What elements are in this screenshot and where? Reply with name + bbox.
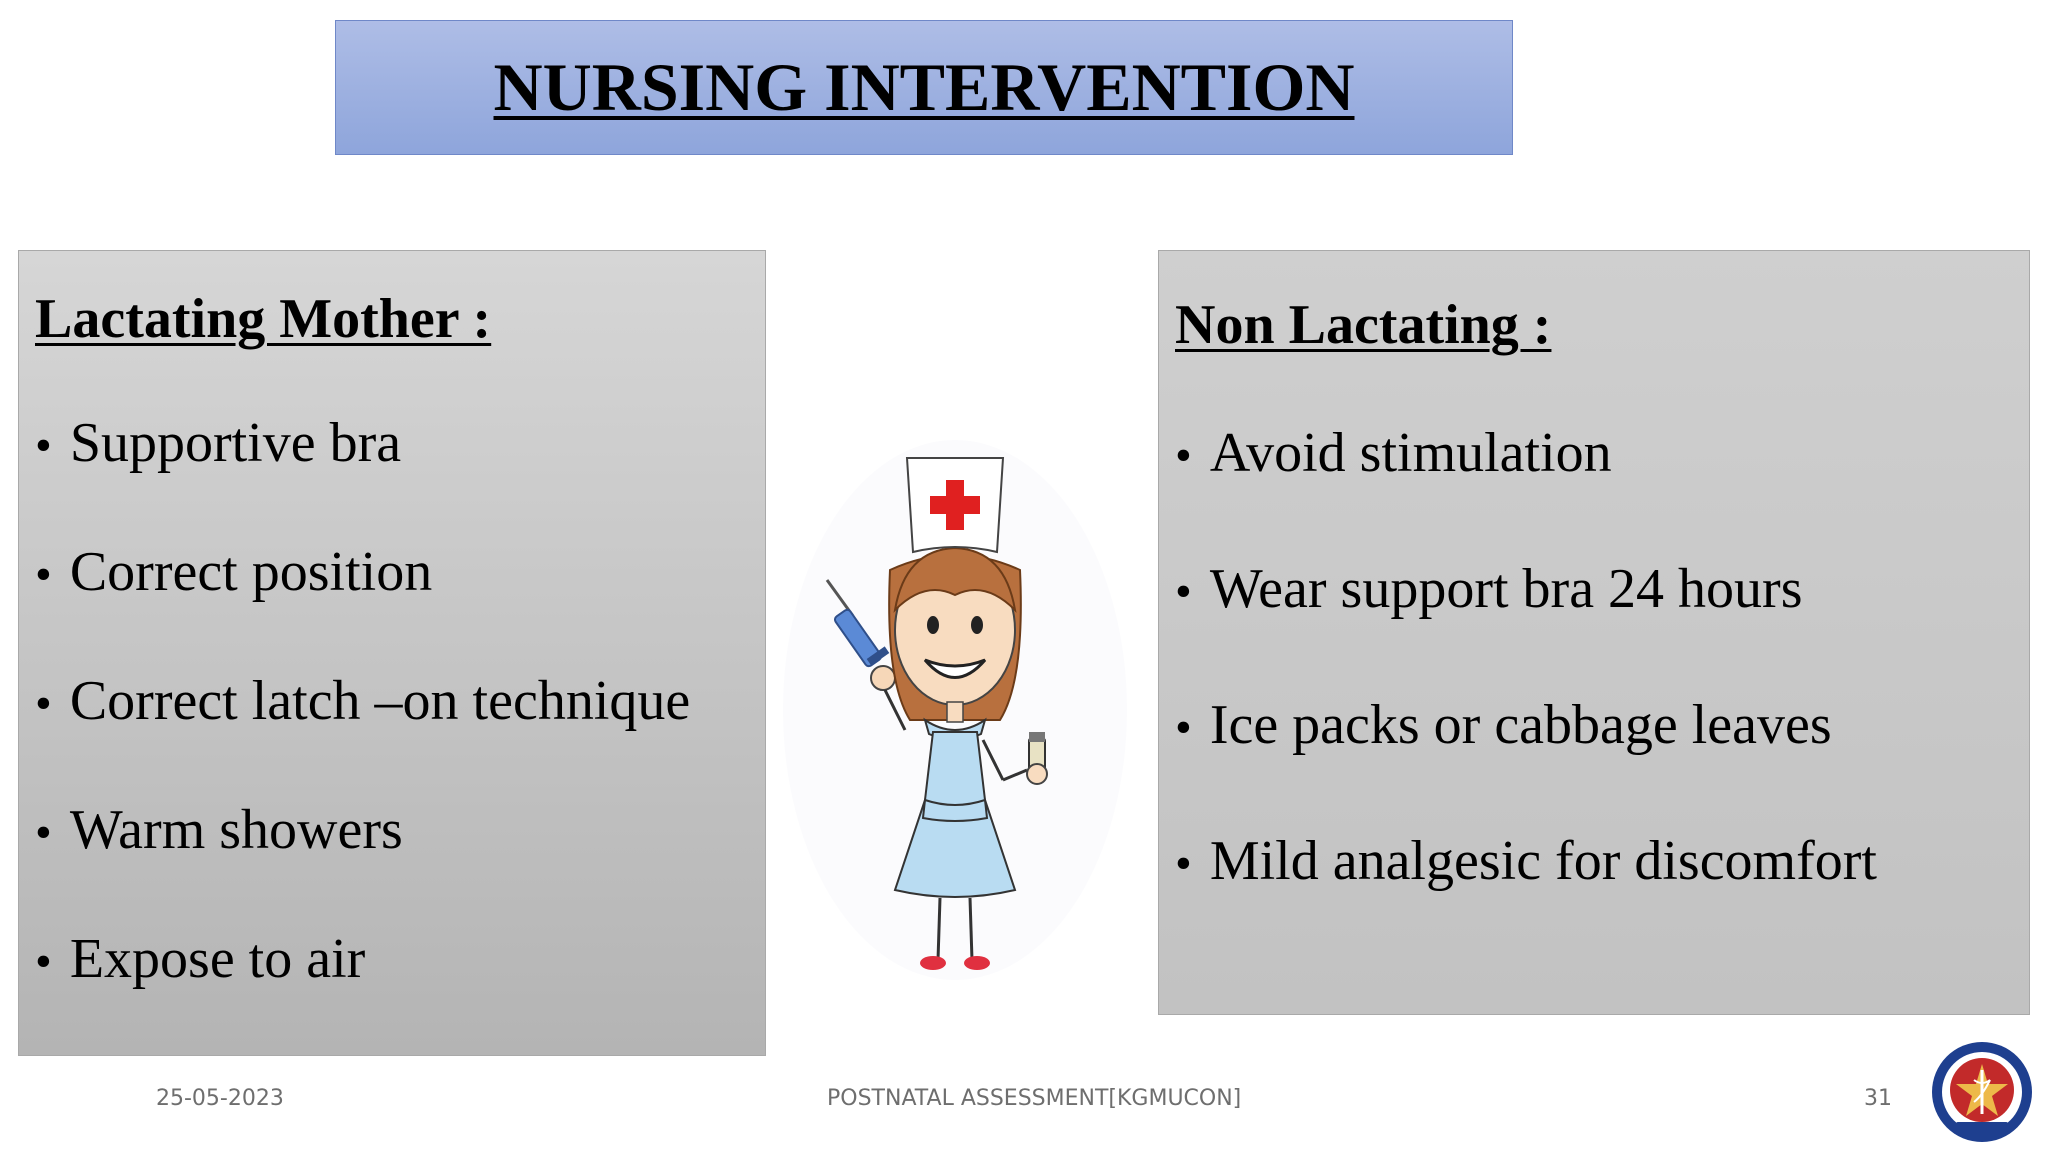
bullet-icon: • (35, 677, 52, 730)
list-item-text: Correct latch –on technique (69, 670, 691, 732)
lactating-mother-panel (18, 250, 766, 1056)
list-item (1175, 693, 1877, 829)
non-lactating-panel (1158, 250, 2030, 1015)
college-seal-logo (1930, 1040, 2034, 1144)
list-item-text: Mild analgesic for discomfort (1209, 830, 1877, 892)
list-item-text: Wear support bra 24 hours (1209, 558, 1803, 620)
list-item-text: Supportive bra (69, 412, 402, 474)
bullet-icon: • (1175, 837, 1192, 890)
list-item (1175, 829, 1877, 965)
footer-date: 25-05-2023 (156, 1086, 284, 1111)
list-item (35, 411, 690, 540)
bullet-icon: • (35, 419, 52, 472)
list-item-text: Expose to air (69, 928, 366, 990)
list-item-text: Correct position (69, 541, 433, 603)
nurse-cap-icon (907, 458, 1003, 552)
list-item (35, 798, 690, 927)
slide-title: NURSING INTERVENTION (493, 49, 1355, 125)
footer-title: POSTNATAL ASSESSMENT[KGMUCON] (827, 1086, 1242, 1111)
list-item (35, 540, 690, 669)
title-banner (335, 20, 1513, 155)
non-lactating-list (1175, 421, 1877, 965)
list-item (1175, 421, 1877, 557)
lactating-mother-list (35, 411, 690, 1056)
nurse-illustration (775, 420, 1135, 980)
list-item (35, 669, 690, 798)
page-number: 31 (1864, 1086, 1892, 1111)
bullet-icon: • (1175, 565, 1192, 618)
list-item (1175, 557, 1877, 693)
list-item-text: Avoid stimulation (1209, 422, 1612, 484)
bullet-icon: • (1175, 701, 1192, 754)
list-item-text: Warm showers (69, 799, 403, 861)
bullet-icon: • (1175, 429, 1192, 482)
bullet-icon: • (35, 548, 52, 601)
non-lactating-heading: Non Lactating : (1175, 294, 1552, 356)
list-item-text: Ice packs or cabbage leaves (1209, 694, 1832, 756)
bullet-icon: • (35, 806, 52, 859)
lactating-mother-heading: Lactating Mother : (35, 288, 492, 350)
bullet-icon: • (35, 935, 52, 988)
list-item (35, 927, 690, 1056)
